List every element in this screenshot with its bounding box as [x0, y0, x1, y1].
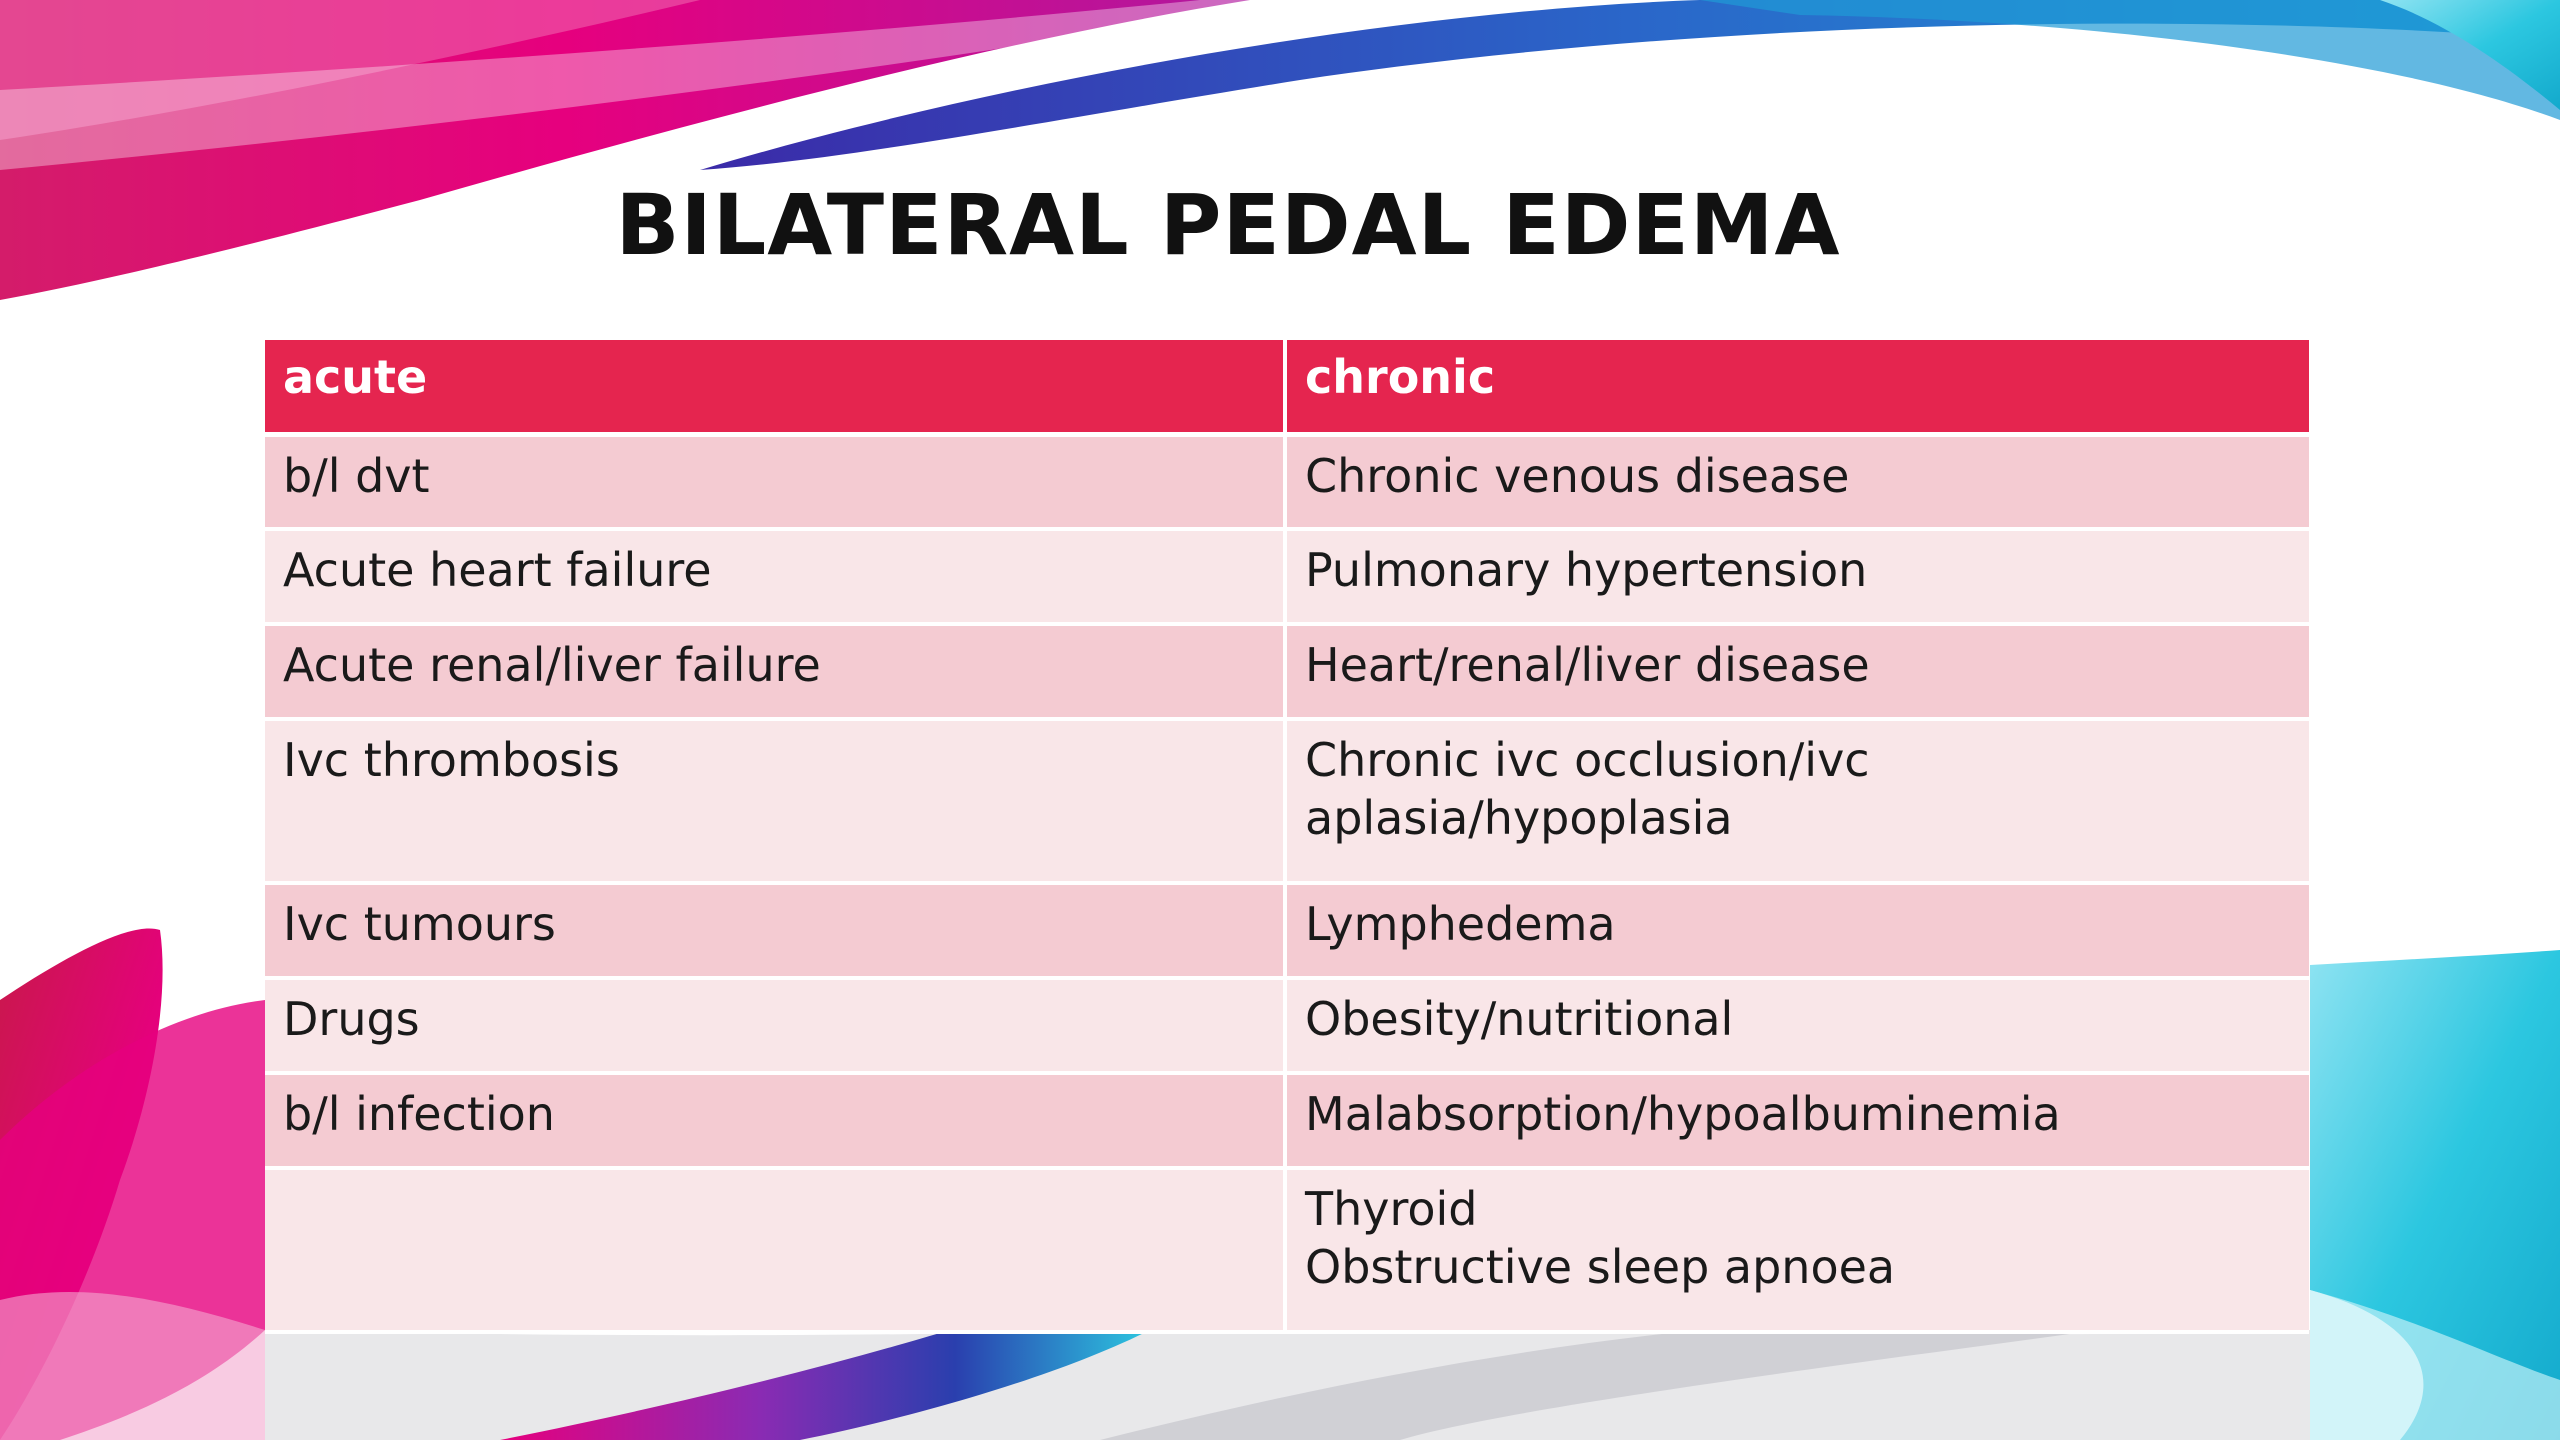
chronic-cell-line: Obstructive sleep apnoea [1305, 1240, 1896, 1294]
acute-cell: b/l dvt [265, 434, 1285, 529]
chronic-cell-line: Pulmonary hypertension [1305, 543, 1868, 597]
chronic-cell-line: Heart/renal/liver disease [1305, 638, 1870, 692]
slide-title: BILATERAL PEDAL EDEMA [615, 176, 1841, 274]
column-header-chronic: chronic [1285, 340, 2309, 434]
chronic-cell [1285, 1073, 2309, 1168]
causes-table [265, 340, 2309, 1334]
chronic-cell-line: Chronic venous disease [1305, 448, 1850, 503]
table-row [265, 434, 2309, 529]
acute-cell: b/l infection [265, 1073, 1285, 1168]
chronic-cell-line: Chronic ivc occlusion/ivc [1305, 733, 1870, 787]
table-row [265, 1168, 2309, 1332]
table-row [265, 719, 2309, 883]
acute-cell: Drugs [265, 978, 1285, 1073]
chronic-cell-line: Lymphedema [1305, 897, 1616, 951]
comparison-table-container [265, 340, 2309, 1334]
table-row [265, 624, 2309, 719]
chronic-cell [1285, 978, 2309, 1073]
acute-cell: Ivc thrombosis [265, 719, 1285, 883]
chronic-cell [1285, 434, 2309, 529]
chronic-cell [1285, 624, 2309, 719]
chronic-cell [1285, 1168, 2309, 1332]
acute-cell: Acute heart failure [265, 529, 1285, 624]
chronic-cell [1285, 883, 2309, 978]
table-header-row [265, 340, 2309, 434]
table-row [265, 529, 2309, 624]
acute-cell: Ivc tumours [265, 883, 1285, 978]
acute-cell: Acute renal/liver failure [265, 624, 1285, 719]
chronic-cell-line: Malabsorption/hypoalbuminemia [1305, 1087, 2061, 1141]
table-row [265, 978, 2309, 1073]
chronic-cell-line: Thyroid [1305, 1182, 1478, 1236]
chronic-cell [1285, 719, 2309, 883]
table-row [265, 883, 2309, 978]
chronic-cell-line: aplasia/hypoplasia [1305, 791, 1733, 845]
column-header-acute: acute [265, 340, 1285, 434]
table-row [265, 1073, 2309, 1168]
chronic-cell-line: Obesity/nutritional [1305, 992, 1734, 1046]
chronic-cell [1285, 529, 2309, 624]
acute-cell [265, 1168, 1285, 1332]
